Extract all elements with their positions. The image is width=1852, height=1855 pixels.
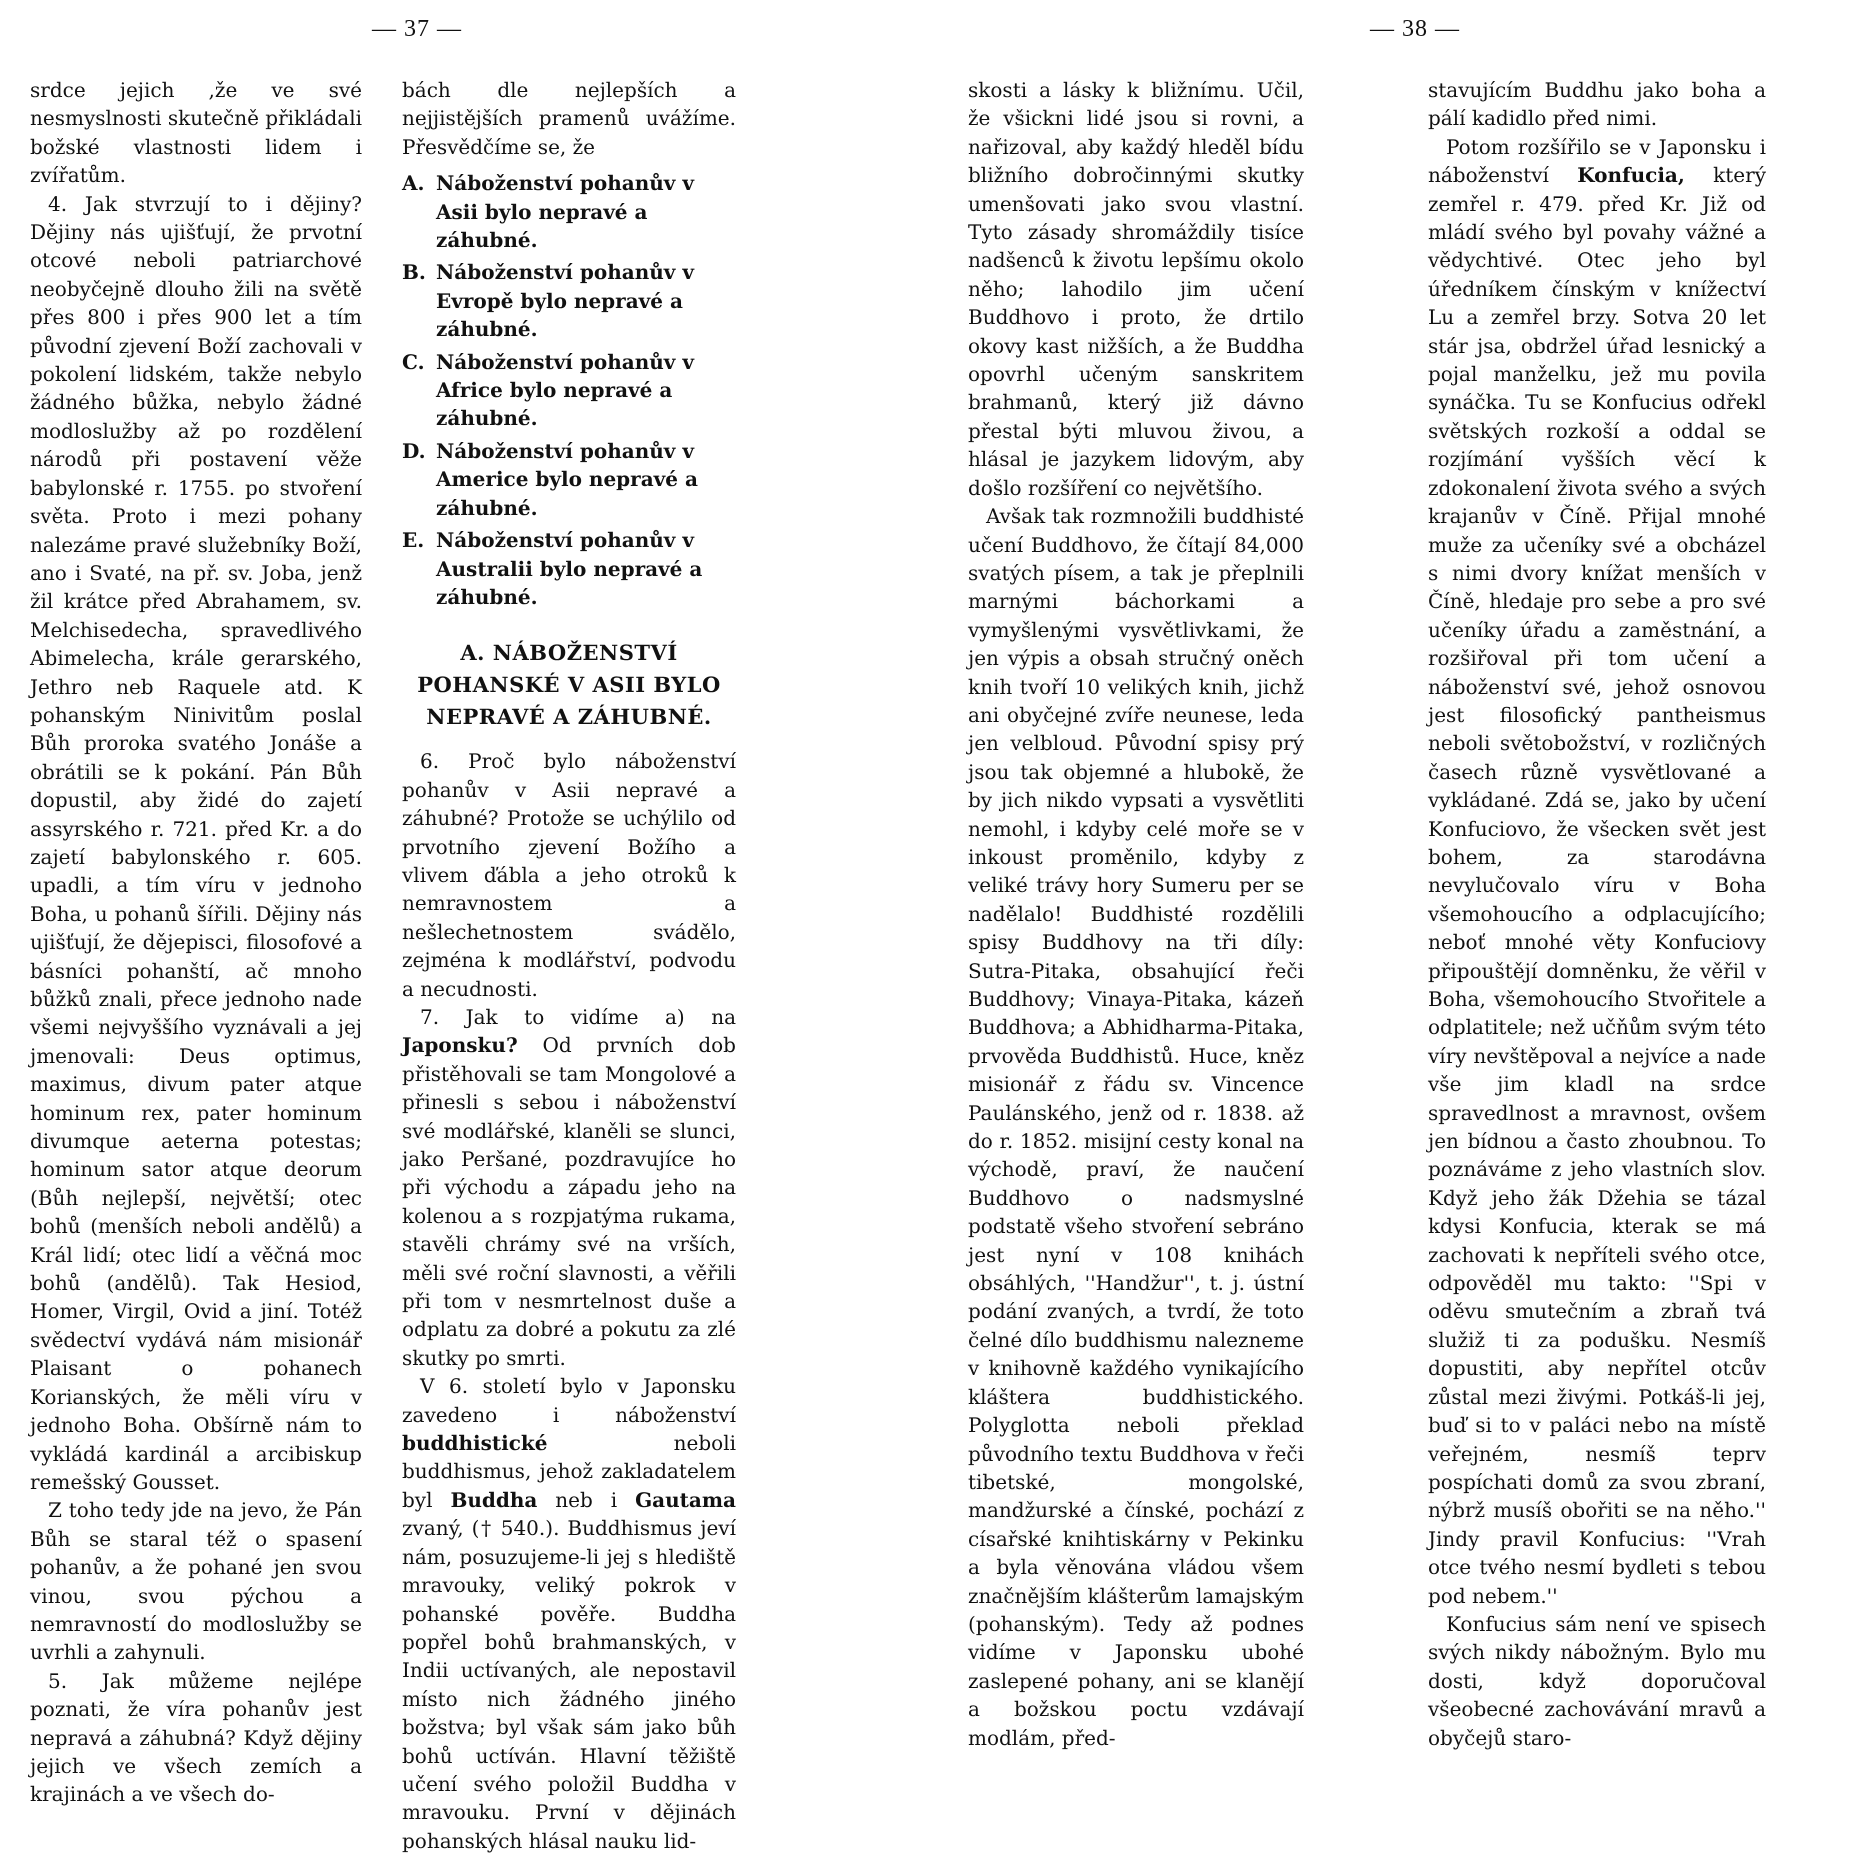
- paragraph: stavujícím Buddhu jako boha a pálí kadidlo před nimi.: [1428, 78, 1766, 131]
- paragraph: 5. Jak můžeme nejlépe poznati, že víra pohanův jest nepravá a záhubná? Když dějiny jejich ve všech zemích a krajinách a ve všech do-: [30, 1668, 362, 1807]
- paragraph: Konfucius sám není ve spisech svých nikdy nábožným. Bylo mu dosti, když doporučoval všeobecné zachovávání mravů a obyčejů staro-: [1428, 1611, 1766, 1750]
- text-run: který zemřel r. 479. před Kr. Již od mládí svého byl povahy vážné a vědychtivé. Otec jeho byl úředníkem čínským v knížectví Lu a zemřel brzy. Sotva 20 let stár jsa, obdržel úřad lesnický a pojal manželku, jež mu povila synáčka. Tu se Konfucius odřekl světských rozkoší a oddal se rozjímání vyšších věcí k zdokonalení života svého a svých krajanův v Číně. Přijal mnohé muže za učeníky své a obcházel s nimi dvory knížat menších v Číně, hledaje pro sebe a pro své učeníky úřadu a zaměstnání, a rozšiřoval při tom učení a náboženství své, jehož osnovou jest filosofický pantheismus neboli světobožství, v rozličných časech různě vysvětlované a vykládané. Zdá se, jako by učení Konfuciovo, že všecken svět jest bohem, za starodávna nevylučovalo víru v Boha všemohoucího a odplacujícího; neboť mnohé věty Konfuciovy připouštějí domněnku, že věřil v Boha, všemohoucího Stvořitele a odplatitele; než učňům svým této víry nevštěpoval a nejvíce a nade vše jim kladl na srdce spravedlnost a mravnost, ovšem jen bídnou a často zhoubnou. To poznáváme z jeho vlastních slov. Když jeho žák Džehia se tázal kdysi Konfucia, kterak se má zachovati k nepříteli svého otce, odpověděl mu takto: ''Spi v oděvu smutečním a zbraň tvá služiž ti za podušku. Nesmíš dopustiti, aby nepřítel otcův zůstal mezi živými. Potkáš-li jej, buď si to v paláci nebo na místě veřejném, nesmíš teprv pospíchati domů za svou zbraní, nýbrž musíš obořiti se na něho.'' Jindy pravil Konfucius: ''Vrah otce tvého nesmí bydleti s tebou pod nebem.'': [1428, 163, 1766, 1608]
- outline-letter: E.: [402, 528, 425, 553]
- paragraph: [402, 1372, 736, 1855]
- outline-letter: A.: [402, 171, 425, 196]
- paragraph: 6. Proč bylo náboženství pohanův v Asii nepravé a záhubné? Protože se uchýlilo od prvotního zjevení Božího a vlivem ďábla a jeho otroků k nemravnostem a nešlechetnostem svádělo, zejména k modlářství, podvodu a necudnosti.: [402, 749, 736, 1001]
- outline-item: [402, 526, 736, 611]
- outline-text: Náboženství pohanův v Australii bylo nepravé a záhubné.: [436, 528, 703, 609]
- paragraph: Z toho tedy jde na jevo, že Pán Bůh se staral též o spasení pohanův, a že pohané jen svou vinou, svou pýchou a nemravností do modloslužby se uvrhli a zahynuli.: [30, 1498, 362, 1665]
- paragraph: [1428, 133, 1766, 1610]
- outline-list: [402, 169, 736, 611]
- outline-letter: D.: [402, 438, 426, 463]
- outline-item: [402, 437, 736, 522]
- outline-letter: C.: [402, 349, 425, 374]
- paragraph: srdce jejich ,že ve své nesmyslnosti skutečně přikládali božské vlastnosti lidem i zvířatům.: [30, 78, 363, 188]
- text-run: neboli buddhismus, jehož zakladatelem byl: [402, 1431, 736, 1512]
- paragraph: [402, 1003, 736, 1372]
- text-run: Potom rozšířilo se v Japonsku i náboženství: [1428, 134, 1766, 188]
- outline-text: Náboženství pohanův v Americe bylo nepravé a záhubné.: [436, 438, 698, 520]
- outline-letter: B.: [402, 260, 426, 285]
- text-run: neb i: [537, 1487, 636, 1512]
- page-number-38: — 38 —: [1370, 16, 1460, 42]
- outline-item: [402, 169, 736, 254]
- paragraph: bách dle nejlepších a nejjistějších pramenů uvážíme. Přesvědčíme se, že: [402, 78, 736, 159]
- right-page-column-2: [1428, 76, 1766, 1750]
- bold-term: buddhistické: [402, 1431, 548, 1456]
- right-page-column-1: [968, 76, 1304, 1750]
- text-run: Od prvních dob přistěhovali se tam Mongolové a přinesli s sebou i náboženství své modlářské, klaněli se slunci, jako Peršané, pozdravujíce ho při východu a západu jeho na kolenou a s rozpjatýma rukama, stavěli chrámy své na vrších, měli své roční slavnosti, a věřili při tom v nesmrtelnost duše a odplatu za dobré a pokutu za zlé skutky po smrti.: [402, 1033, 736, 1370]
- page-number-37: — 37 —: [372, 16, 462, 42]
- text-run: V 6. století bylo v Japonsku zavedeno i náboženství: [402, 1374, 736, 1427]
- left-page-column-1: [30, 76, 363, 1807]
- outline-text: Náboženství pohanův v Evropě bylo nepravé a záhubné.: [436, 260, 694, 342]
- text-run: 7. Jak to vidíme a) na: [420, 1004, 736, 1029]
- left-page-column-2: [402, 76, 736, 1853]
- section-heading: A. NÁBOŽENSTVÍ POHANSKÉ V ASII BYLO NEPRAVÉ A ZÁHUBNÉ.: [417, 640, 721, 730]
- bold-term: Buddha: [450, 1487, 538, 1512]
- paragraph: skosti a lásky k bližnímu. Učil, že všickni lidé jsou si rovni, a nařizoval, aby každý hleděl bídu bližního dobročinnými skutky umenšovati jako svou vlastní. Tyto zásady shromáždily tisíce nadšenců k životu lepšímu okolo něho; lahodilo jim učení Buddhovo i proto, že drtilo okovy kast nižších, a že Buddha opovrhl učeným sanskritem brahmanů, který již dávno přestal býti mluvou živou, a hlásal je jazykem lidovým, aby došlo rozšíření co největšího.: [968, 78, 1304, 500]
- paragraph: Avšak tak rozmnožili buddhisté učení Buddhovo, že čítají 84,000 svatých písem, a tak je přeplnili marnými báchorkami a vymyšlenými vysvětlivkami, že jen výpis a obsah stručný oněch knih tvoří 10 velikých knih, jichž ani obyčejné zvíře neunese, leda jen velbloud. Původní spisy prý jsou tak objemné a hlubokě, že by jich nikdo vypsati a vysvětliti nemohl, i kdyby celé moře se v inkoust proměnilo, kdyby z veliké trávy hory Sumeru per se nadělalo! Buddhisté rozdělili spisy Buddhovy na tři díly: Sutra-Pitaka, obsahující řeči Buddhovy; Vinaya-Pitaka, kázeň Buddhova; a Abhidharma-Pitaka, prvověda Buddhistů. Huce, kněz misionář z řádu sv. Vincence Paulánského, jenž od r. 1838. až do r. 1852. misijní cesty konal na východě, praví, že naučení Buddhovo o nadsmyslné podstatě všeho stvoření sebráno jest nyní v 108 knihách obsáhlých, ''Handžur'', t. j. ústní podání zvaných, a tvrdí, že toto čelné dílo buddhismu nalezneme v knihovně každého vynikajícího kláštera buddhistického. Polyglotta neboli překlad původního textu Buddhova v řeči tibetské, mongolské, mandžurské a čínské, pochází z císařské knihtiskárny v Pekinku a byla věnována vládou všem značnějším klášterům lamajským (pohanským). Tedy až podnes vidíme v Japonsku ubohé zaslepené pohany, ani se klanějí a božskou poctu vzdávají modlám, před-: [968, 504, 1304, 1750]
- outline-item: [402, 348, 736, 433]
- outline-text: Náboženství pohanův v Asii bylo nepravé a záhubné.: [436, 171, 694, 253]
- bold-term: Gautama: [635, 1487, 736, 1512]
- outline-item: [402, 258, 736, 343]
- outline-text: Náboženství pohanův v Africe bylo nepravé a záhubné.: [436, 349, 694, 431]
- bold-term: Konfucia,: [1577, 163, 1685, 188]
- text-run: zvaný, († 540.). Buddhismus jeví nám, posuzujeme-li jej s hlediště mravouky, veliký pokrok v pohanské pověře. Buddha popřel bohů brahmanských, v Indii uctívaných, ale nepostavil místo nich žádného jiného božstva; byl však sám jako bůh bohů uctíván. Hlavní těžiště učení svého položil Buddha v mravouku. První v dějinách pohanských hlásal nauku lid-: [402, 1516, 736, 1853]
- bold-term: Japonsku?: [402, 1033, 518, 1058]
- paragraph: 4. Jak stvrzují to i dějiny? Dějiny nás ujišťují, že prvotní otcové neboli patriarchové neobyčejně dlouho žili na světě přes 800 i přes 900 let a tím původní zjevení Boží zachovali v pokolení lidském, takže nebylo žádného bůžka, nebylo žádné modloslužby až po rozdělení národů při postavení věže babylonské r. 1755. po stvoření světa. Proto i mezi pohany nalezáme pravé služebníky Boží, ano i Svaté, na př. sv. Joba, jenž žil krátce před Abrahamem, sv. Melchisedecha, spravedlivého Abimelecha, krále gerarského, Jethro neb Raquele atd. K pohanským Ninivitům poslal Bůh proroka svatého Jonáše a obrátili se k pokání. Pán Bůh dopustil, aby židé do zajetí assyrského r. 721. před Kr. a do zajetí babylonského r. 605. upadli, a tím víru v jednoho Boha, u pohanů šířili. Dějiny nás ujišťují, že dějepisci, filosofové a básníci pohanští, ač mnoho bůžků znali, přece jednoho nade všemi nejvyššího vyznávali a jej jmenovali: Deus optimus, maximus, divum pater atque hominum rex, pater hominum divumque aeterna potestas; hominum sator atque deorum (Bůh nejlepší, největší; otec bohů (menších neboli andělů) a Král lidí; otec lidí a věčná moc bohů (andělů). Tak Hesiod, Homer, Virgil, Ovid a jiní. Totéž svědectví vydává nám misionář Plaisant o pohanech Korianských, že měli víru v jednoho Boha. Obšírně nám to vykládá kardinál a arcibiskup remešský Gousset.: [30, 191, 362, 1494]
